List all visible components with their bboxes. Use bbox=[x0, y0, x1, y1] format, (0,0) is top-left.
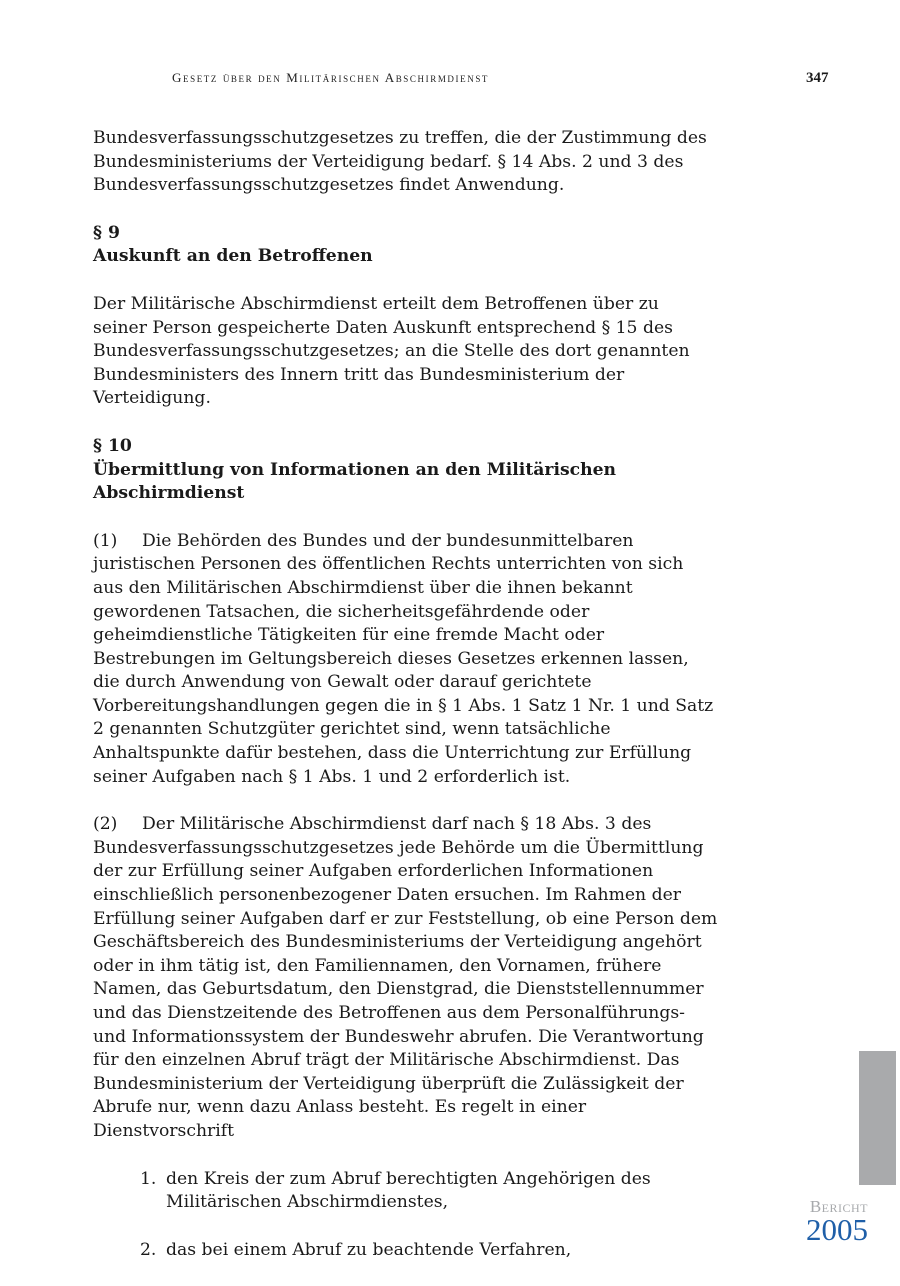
section-9-number: § 9 bbox=[93, 222, 120, 243]
absatz-2-text: Der Militärische Abschirmdienst darf nach § 18 Abs. 3 des Bundesverfassungsschutzgesetzes jede Behörde um die Übermittlung der zur Erfüllung seiner Aufgaben erforderlichen Informationen einschließlich personenbezogener Daten ersuchen. Im Rahmen der Erfüllung seiner Aufgaben darf er zur Feststellung, ob eine Person dem Geschäftsbereich des Bundesministeriums der Verteidigung angehört oder in ihm tätig ist, den Familiennamen, den Vornamen, frühere Namen, das Geburtsdatum, den Dienstgrad, die Dienststellennummer und das Dienstzeitende des Betroffenen aus dem Personalführungs- und Informationssystem der Bundeswehr abrufen. Die Verantwortung für den einzelnen Abruf trägt der Militärische Abschirmdienst. Das Bundesministerium der Verteidigung überprüft die Zulässigkeit der Abrufe nur, wenn dazu Anlass besteht. Es regelt in einer Dienstvorschrift bbox=[93, 814, 718, 1141]
section-10-heading bbox=[93, 435, 718, 506]
absatz-2-label: (2) bbox=[93, 814, 118, 835]
list-item bbox=[140, 1239, 718, 1263]
list-item-text: das bei einem Abruf zu beachtende Verfahren, bbox=[166, 1239, 572, 1260]
list-item bbox=[140, 1168, 718, 1215]
side-tab-marker bbox=[859, 1051, 896, 1185]
logo-word: Bericht bbox=[809, 1197, 868, 1216]
dienstvorschrift-list bbox=[93, 1168, 718, 1263]
section-10-absatz-2 bbox=[93, 813, 718, 1143]
section-9-heading bbox=[93, 222, 718, 269]
intro-paragraph: Bundesverfassungsschutzgesetzes zu treffen, die der Zustimmung des Bundesministeriums der Verteidigung bedarf. § 14 Abs. 2 und 3 des Bundesverfassungsschutzgesetzes findet Anwendung. bbox=[93, 128, 707, 196]
absatz-1-label: (1) bbox=[93, 530, 118, 551]
document-body bbox=[93, 127, 718, 1286]
running-head-title: Gesetz über den Militärischen Abschirmdienst bbox=[172, 70, 490, 85]
list-item-number: 2. bbox=[140, 1239, 157, 1260]
section-10-absatz-1 bbox=[93, 530, 718, 790]
bericht-logo bbox=[798, 1197, 868, 1247]
absatz-1-text: Die Behörden des Bundes und der bundesunmittelbaren juristischen Personen des öffentlichen Rechts unterrichten von sich aus den Militärischen Abschirmdienst über die ihnen bekannt gewordenen Tatsachen, die sicherheitsgefährdende oder geheimdienstliche Tätigkeiten für eine fremde Macht oder Bestrebungen im Geltungsbereich dieses Gesetzes erkennen lassen, die durch Anwendung von Gewalt oder darauf gerichtete Vorbereitungshandlungen gegen die in § 1 Abs. 1 Satz 1 Nr. 1 und Satz 2 genannten Schutzgüter gerichtet sind, wenn tatsächliche Anhaltspunkte dafür bestehen, dass die Unterrichtung zur Erfüllung seiner Aufgaben nach § 1 Abs. 1 und 2 erforderlich ist. bbox=[93, 530, 714, 787]
list-item-number: 1. bbox=[140, 1168, 157, 1189]
logo-year: 2005 bbox=[806, 1212, 868, 1247]
list-item-text: den Kreis der zum Abruf berechtigten Angehörigen des Militärischen Abschirmdienstes, bbox=[166, 1168, 651, 1213]
section-10-title: Übermittlung von Informationen an den Militärischen Abschirmdienst bbox=[93, 459, 617, 504]
section-10-number: § 10 bbox=[93, 435, 132, 456]
section-9-title: Auskunft an den Betroffenen bbox=[93, 246, 373, 267]
section-9-text: Der Militärische Abschirmdienst erteilt dem Betroffenen über zu seiner Person gespeicherte Daten Auskunft entsprechend § 15 des Bundesverfassungsschutzgesetzes; an die Stelle des dort genannten Bundesministers des Innern tritt das Bundesministerium der Verteidigung. bbox=[93, 293, 690, 409]
page-number: 347 bbox=[806, 70, 829, 86]
